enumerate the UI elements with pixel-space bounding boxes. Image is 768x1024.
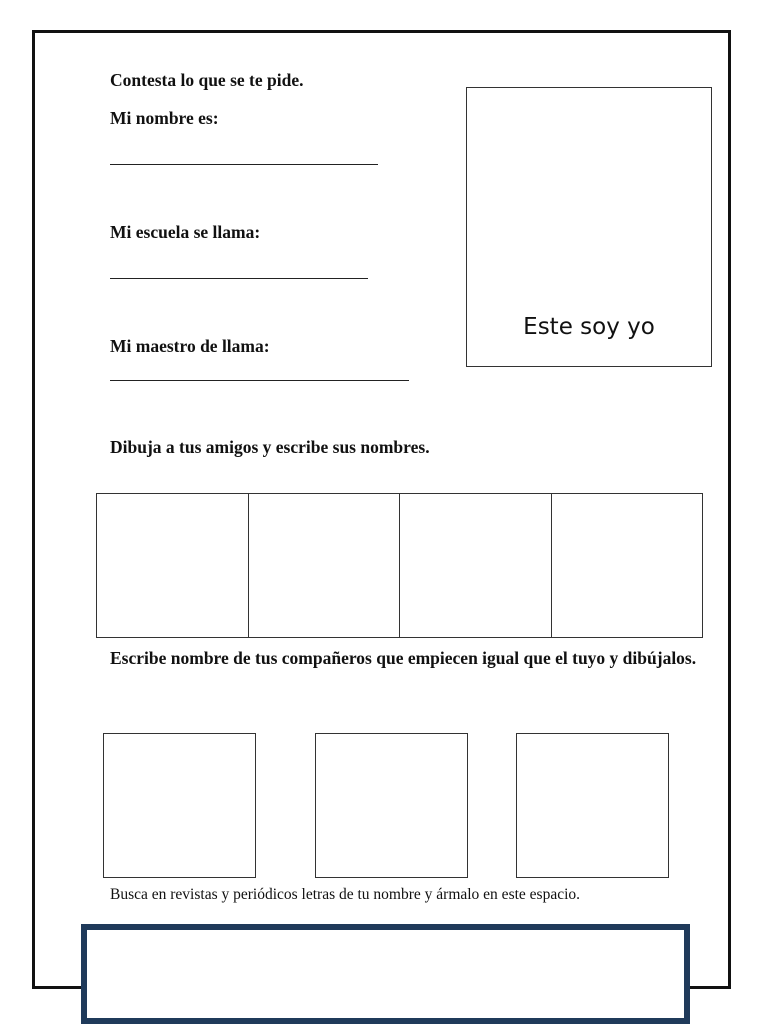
self-portrait-box[interactable] xyxy=(466,87,712,367)
classmate-drawing-box[interactable] xyxy=(315,733,468,878)
teacher-answer-line[interactable] xyxy=(110,380,409,381)
school-label: Mi escuela se llama: xyxy=(110,222,261,242)
classmate-drawing-box[interactable] xyxy=(516,733,669,878)
instruction-text: Contesta lo que se te pide. xyxy=(110,70,304,90)
name-label: Mi nombre es: xyxy=(110,108,219,128)
teacher-label: Mi maestro de llama: xyxy=(110,336,270,356)
friend-drawing-box[interactable] xyxy=(552,494,703,637)
school-answer-line[interactable] xyxy=(110,278,368,279)
collage-instruction: Busca en revistas y periódicos letras de tu nombre y ármalo en este espacio. xyxy=(110,886,581,903)
classmates-heading: Escribe nombre de tus compañeros que empiecen igual que el tuyo y dibújalos. xyxy=(110,648,697,668)
classmate-drawing-box[interactable] xyxy=(103,733,256,878)
self-portrait-caption: Este soy yo xyxy=(523,314,655,340)
friends-heading: Dibuja a tus amigos y escribe sus nombres. xyxy=(110,437,430,457)
name-answer-line[interactable] xyxy=(110,164,378,165)
friend-drawing-box[interactable] xyxy=(400,494,552,637)
name-collage-box[interactable] xyxy=(81,924,690,1024)
friends-drawing-row xyxy=(96,493,703,638)
friend-drawing-box[interactable] xyxy=(249,494,401,637)
friend-drawing-box[interactable] xyxy=(97,494,249,637)
